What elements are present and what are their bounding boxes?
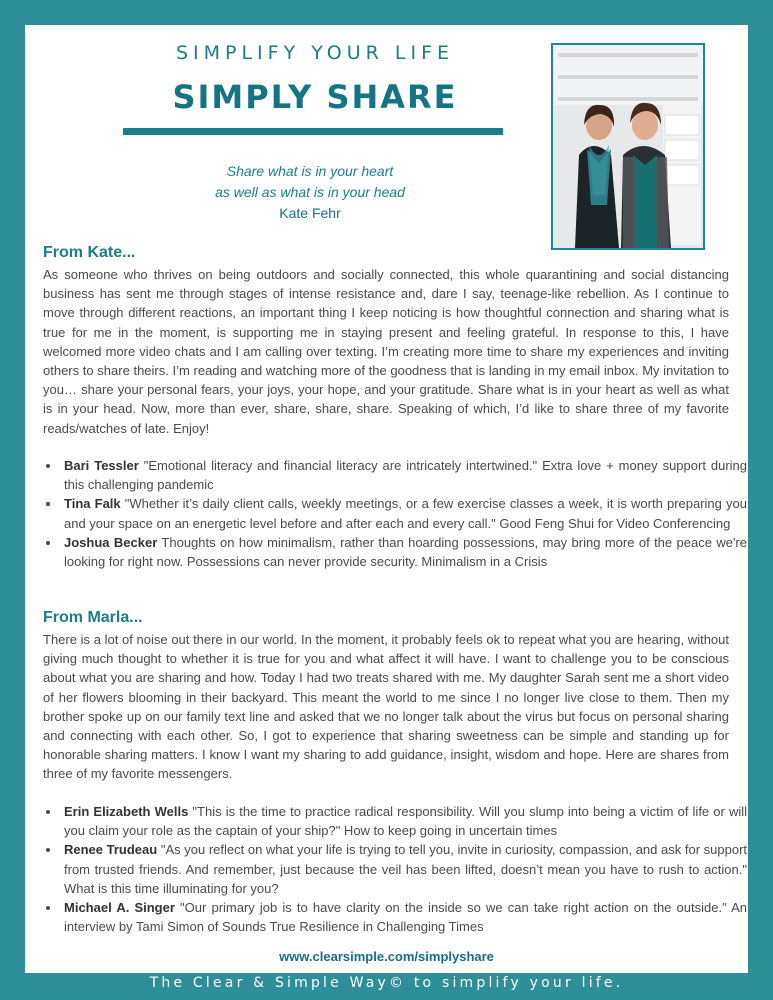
list-item — [61, 533, 747, 571]
website-link[interactable]: www.clearsimple.com/simplyshare — [279, 949, 494, 964]
header-divider — [123, 128, 503, 135]
item-name: Bari Tessler — [64, 458, 139, 473]
marla-list — [43, 802, 747, 936]
kate-list — [43, 456, 747, 571]
item-name: Michael A. Singer — [64, 900, 175, 916]
item-text: "Whether it’s daily client calls, weekly meetings, or a few exercise classes a week, it is worth preparing you and your space on an energetic level before and after each and every call." Good Feng Shui for Video Conferencing — [64, 496, 747, 531]
quote-line-1: Share what is in your heart — [226, 163, 394, 179]
quote-author: Kate Fehr — [279, 205, 341, 221]
newsletter-page — [25, 25, 748, 973]
item-text: Thoughts on how minimalism, rather than hoarding possessions, may bring more of the peace we're looking for right now. Possessions can never provide security. Minimalism in a Crisis — [64, 534, 747, 570]
item-text: "This is the time to practice radical responsibility. Will you slump into being a victim of life or will you claim your role as the captain of your ship?" How to keep going in uncertain times — [64, 804, 748, 839]
marla-body: There is a lot of noise out there in our world. In the moment, it probably feels ok to repeat what you are hearing, without giving much thought to whether it is true for you and what affect it will have. I want to challenge you to be conscious about what you are sharing and how. Today I had two treats shared with me. My daughter Sarah sent me a short video of her flowers blooming in their backyard. This meant the world to me since I no longer live close to them. Then my brother spoke up on our family text line and asked that we no longer talk about the virus but focus on personal sharing and connecting with each other. So, I got to experience that sharing sweetness can be simple and standing up for honorable sharing matters. I know I want my sharing to add guidance, insight, wisdom and hope. Here are shares from three of my favorite messengers. — [43, 632, 729, 782]
item-name: Erin Elizabeth Wells — [64, 804, 189, 819]
quote-block — [25, 161, 595, 224]
item-text: "Emotional literacy and financial literacy are intricately intertwined." Extra love + money support during this challenging pandemic — [64, 458, 748, 493]
photo-illustration — [553, 45, 703, 248]
footer-tagline: The Clear & Simple Way© to simplify your life. — [149, 975, 624, 991]
list-item — [61, 840, 747, 898]
quote-line-2: as well as what is in your head — [215, 184, 405, 200]
item-text: "As you reflect on what your life is trying to tell you, invite in curiosity, compassion, and ask for support from trusted friends. And remember, just because the veil has been lifted, doesn’t mean you have to rush to action." What is this time illuminating for you? — [64, 842, 748, 896]
two-women-photo — [551, 43, 705, 250]
kate-body: As someone who thrives on being outdoors and socially connected, this whole quarantining and social distancing business has sent me through stages of intense resistance and, dare I say, teenage-like rebellion. As I continue to move through different reactions, an important thing I keep noticing is how thoughtful connection and sharing what is true for me in the moment, is supporting me in staying present and feeling grateful. In response to this, I have welcomed more video chats and I am calling over texting. I’m creating more time to share my experiences and inviting others to share theirs. I’m reading and watching more of the goodness that is landing in my email inbox. My invitation to you… share your personal fears, your joys, your hope, and your gratitude. Share what is in your heart as well as what is in your head. Now, more than ever, share, share, share. Speaking of which, I’d like to share three of my favorite reads/watches of late. Enjoy! — [43, 267, 729, 436]
kate-heading: From Kate... — [43, 244, 136, 261]
item-text: "Our primary job is to have clarity on the inside so we can take right action on the outside." An interview by Tami Simon of Sounds True Resilience in Challenging Times — [64, 900, 747, 935]
list-item — [61, 456, 747, 494]
item-name: Joshua Becker — [64, 534, 158, 550]
list-item — [61, 494, 747, 532]
page-title: SIMPLY SHARE — [172, 78, 458, 116]
list-item — [61, 802, 747, 840]
item-name: Renee Trudeau — [64, 842, 158, 858]
item-name: Tina Falk — [64, 496, 121, 512]
header-subtitle: SIMPLIFY YOUR LIFE — [175, 42, 455, 64]
marla-heading: From Marla... — [43, 609, 143, 626]
list-item — [61, 898, 747, 936]
